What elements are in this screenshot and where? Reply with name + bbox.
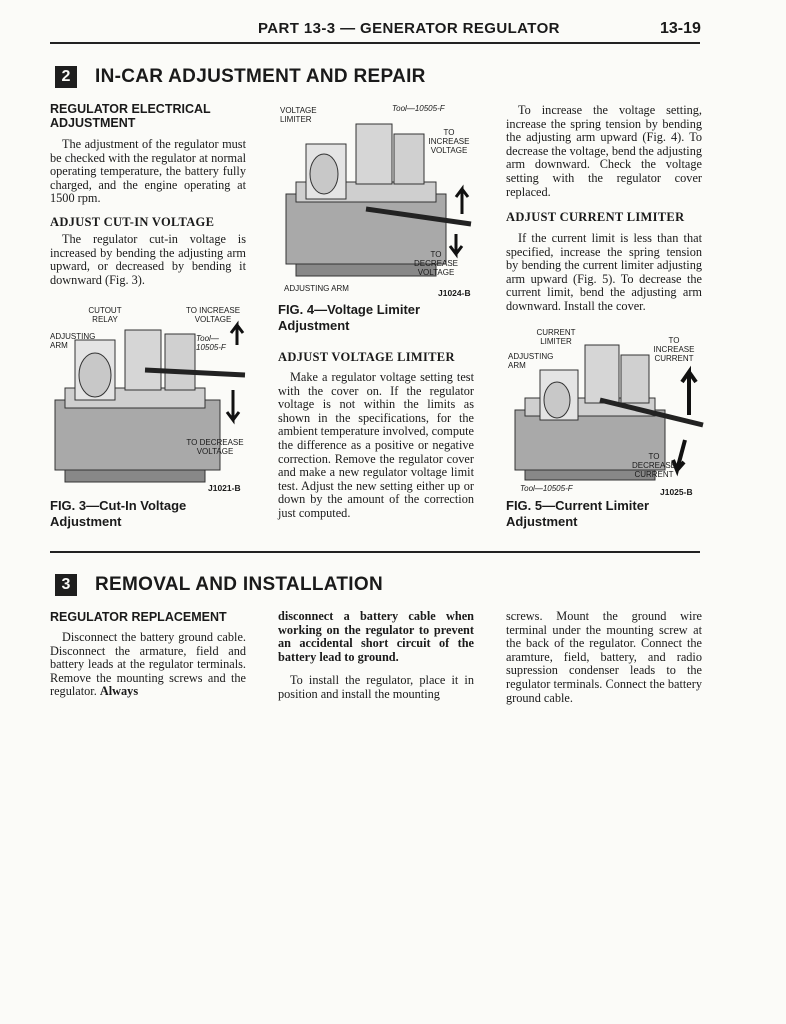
paragraph-current-limiter: If the current limit is less than that specified, increase the spring tension by bending the current limiter adjusting arm upward (Fig. 5). To decrease the current limit, bend the adjusting arm downward. Install the cover. bbox=[506, 231, 702, 313]
paragraph-regulator-electrical: The adjustment of the regulator must be checked with the regulator at normal operating temperature, the battery fully charged, and the engine operating at 1500 rpm. bbox=[50, 137, 246, 206]
paragraph-voltage-limiter: Make a regulator voltage setting test with the cover on. If the regulator voltage is not within the limits as shown in the specifications, for the ambient temperature involved, compute the difference as a positive or negative correction. Remove the regulator cover and make a new regulator voltage limit test. Adjust the new setting either up or down by the amount of the correction just computed. bbox=[278, 370, 474, 520]
fig5-label-current-limiter: CURRENT LIMITER bbox=[536, 328, 576, 346]
subheading-regulator-replacement: REGULATOR REPLACEMENT bbox=[50, 610, 227, 624]
fig4-label-adjusting: ADJUSTING ARM bbox=[284, 284, 349, 293]
section-title: REMOVAL AND INSTALLATION bbox=[95, 574, 383, 595]
fig3-label-cutout: CUTOUT RELAY bbox=[88, 306, 122, 324]
fig5-code: J1025-B bbox=[660, 487, 693, 497]
fig5-caption: FIG. 5—Current Limiter Adjustment bbox=[506, 498, 650, 529]
fig5-label-increase: TO INCREASE CURRENT bbox=[653, 336, 695, 363]
subheading-cut-in: ADJUST CUT-IN VOLTAGE bbox=[50, 215, 215, 229]
fig3-code: J1021-B bbox=[208, 483, 241, 493]
fig3-label-decrease: TO DECREASE VOLTAGE bbox=[186, 438, 244, 456]
paragraph-cut-in: The regulator cut-in voltage is increased by bending the adjusting arm upward, or decreased by bending it downward (Fig. 3). bbox=[50, 232, 246, 287]
fig4-code: J1024-B bbox=[438, 288, 471, 298]
subheading-regulator-electrical: REGULATOR ELECTRICAL ADJUSTMENT bbox=[50, 102, 211, 130]
fig4-label-voltage-limiter: VOLTAGE LIMITER bbox=[280, 106, 317, 124]
subheading-current-limiter: ADJUST CURRENT LIMITER bbox=[506, 210, 685, 224]
fig3-caption: FIG. 3—Cut-In Voltage Adjustment bbox=[50, 498, 187, 529]
replacement-text: Disconnect the battery ground cable. Disconnect the armature, field and battery leads at the regulator terminals. Remove the mounting screws and the regulator. bbox=[50, 630, 246, 699]
section-number-badge: 2 bbox=[55, 66, 77, 88]
fig5-label-tool: Tool—10505-F bbox=[520, 484, 573, 493]
fig4-caption: FIG. 4—Voltage Limiter Adjustment bbox=[278, 302, 421, 333]
replacement-always: Always bbox=[99, 684, 139, 699]
paragraph-warning: disconnect a battery cable when working on the regulator to prevent an accidental short circuit of the battery lead to ground. bbox=[278, 609, 474, 664]
fig3-label-increase: TO INCREASE VOLTAGE bbox=[185, 306, 241, 324]
section-number-badge: 3 bbox=[55, 574, 77, 596]
section-title: IN-CAR ADJUSTMENT AND REPAIR bbox=[95, 66, 426, 87]
fig4-label-decrease: TO DECREASE VOLTAGE bbox=[413, 250, 458, 277]
paragraph-increase-voltage: To increase the voltage setting, increase the spring tension by bending the adjusting arm upward (Fig. 4). To decrease the voltage, bend the adjusting arm downward. Check the voltage setting with the regulator cover replaced. bbox=[506, 103, 702, 199]
fig4-label-increase: TO INCREASE VOLTAGE bbox=[428, 128, 470, 155]
paragraph-column3: screws. Mount the ground wire terminal under the mounting screw at the back of the regulator. Connect the aramture, field, battery, and radio supression condenser leads to the regulator terminals. Connect the battery ground cable. bbox=[506, 609, 702, 705]
page-number: 13-19 bbox=[660, 20, 701, 37]
page-header-title: PART 13-3 — GENERATOR REGULATOR bbox=[258, 20, 560, 37]
header-rule bbox=[50, 42, 700, 44]
fig4-label-tool: Tool—10505-F bbox=[392, 104, 445, 113]
fig3-label-tool: Tool— 10505-F bbox=[196, 334, 226, 352]
fig3-illustration bbox=[45, 300, 255, 500]
paragraph-regulator-replacement bbox=[50, 631, 246, 699]
paragraph-install: To install the regulator, place it in position and install the mounting bbox=[278, 673, 474, 701]
fig3-label-adjusting: ADJUSTING ARM bbox=[50, 332, 96, 350]
subheading-voltage-limiter: ADJUST VOLTAGE LIMITER bbox=[278, 350, 455, 364]
fig5-label-adjusting: ADJUSTING ARM bbox=[508, 352, 554, 370]
fig5-label-decrease: TO DECREASE CURRENT bbox=[631, 452, 676, 479]
section-rule bbox=[50, 551, 700, 553]
